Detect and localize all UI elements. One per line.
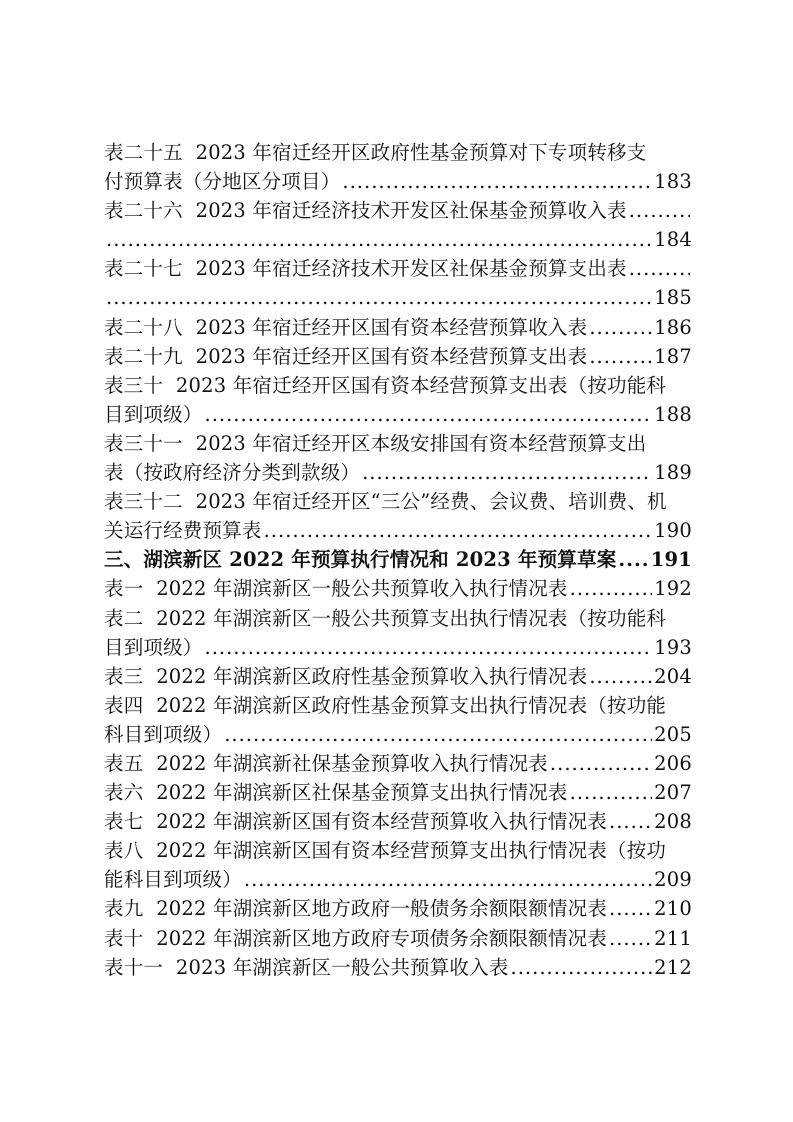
toc-page-number: 204 xyxy=(654,664,692,688)
toc-page-number: 205 xyxy=(654,722,692,746)
toc-entry[interactable] xyxy=(104,894,692,923)
toc-entry[interactable] xyxy=(104,196,692,254)
toc-page-number: 210 xyxy=(654,897,692,921)
toc-entry-title: 表二 2022 年湖滨新区一般公共预算支出执行情况表（按功能科 xyxy=(104,606,667,630)
toc-page-number: 188 xyxy=(654,402,692,426)
toc-entry[interactable] xyxy=(104,807,692,836)
toc-entry-title: 表十一 2023 年湖滨新区一般公共预算收入表 xyxy=(104,955,509,979)
toc-entry[interactable] xyxy=(104,574,692,603)
toc-entry-title: 表二十六 2023 年宿迁经济技术开发区社保基金预算收入表 xyxy=(104,199,627,223)
toc-entry-title: 表三十二 2023 年宿迁经开区“三公”经费、会议费、培训费、机 xyxy=(104,490,667,514)
toc-page-number: 193 xyxy=(654,635,692,659)
toc-page-number: 183 xyxy=(654,170,692,194)
toc-entry-title: 表六 2022 年湖滨新区社保基金预算支出执行情况表 xyxy=(104,781,568,805)
toc-page-number: 189 xyxy=(654,461,692,485)
leader-dots xyxy=(629,254,690,283)
toc-entry-title: 表（按政府经济分类到款级） xyxy=(104,461,361,485)
leader-dots xyxy=(511,953,653,982)
toc-entry-title: 目到项级） xyxy=(104,635,203,659)
toc-entry-title: 表四 2022 年湖滨新区政府性基金预算支出执行情况表（按功能 xyxy=(104,693,667,717)
toc-entry-title: 能科目到项级） xyxy=(104,868,242,892)
toc-entry-title: 表一 2022 年湖滨新区一般公共预算收入执行情况表 xyxy=(104,577,568,601)
toc-entry-title: 表二十五 2023 年宿迁经开区政府性基金预算对下专项转移支 xyxy=(104,141,647,164)
toc-page-number: 207 xyxy=(654,781,692,805)
toc-entry[interactable] xyxy=(104,429,692,487)
leader-dots xyxy=(629,196,690,225)
toc-entry[interactable] xyxy=(104,953,692,982)
toc-entry-title: 目到项级） xyxy=(104,402,203,426)
toc-page-number: 184 xyxy=(654,228,692,252)
toc-entry-title: 表三十一 2023 年宿迁经开区本级安排国有资本经营预算支出 xyxy=(104,431,647,455)
leader-dots xyxy=(609,924,652,953)
toc-entry-title: 表三十 2023 年宿迁经开区国有资本经营预算支出表（按功能科 xyxy=(104,373,667,397)
leader-dots xyxy=(362,458,652,487)
toc-entry-title: 表十 2022 年湖滨新区地方政府专项债务余额限额情况表 xyxy=(104,926,608,950)
toc-entry[interactable] xyxy=(104,545,692,574)
toc-entry[interactable] xyxy=(104,749,692,778)
toc-entry-title: 表二十七 2023 年宿迁经济技术开发区社保基金预算支出表 xyxy=(104,257,627,281)
toc-entry[interactable] xyxy=(104,924,692,953)
leader-dots xyxy=(224,720,652,749)
leader-dots xyxy=(205,400,653,429)
toc-page-number: 206 xyxy=(654,751,692,775)
toc-page-number: 212 xyxy=(654,955,692,979)
toc-entry-title: 表二十八 2023 年宿迁经开区国有资本经营预算收入表 xyxy=(104,315,588,339)
toc-page-number: 187 xyxy=(654,344,692,368)
toc-entry-title: 表八 2022 年湖滨新区国有资本经营预算支出执行情况表（按功 xyxy=(104,839,667,863)
toc-entry-title: 科目到项级） xyxy=(104,722,223,746)
toc-entry[interactable] xyxy=(104,691,692,749)
leader-dots xyxy=(570,778,653,807)
toc-page-number: 191 xyxy=(650,548,692,572)
table-of-contents xyxy=(104,138,692,982)
leader-dots xyxy=(609,894,652,923)
toc-entry-title: 表九 2022 年湖滨新区地方政府一般债务余额限额情况表 xyxy=(104,897,608,921)
toc-entry[interactable] xyxy=(104,662,692,691)
leader-dots xyxy=(618,545,648,574)
toc-entry[interactable] xyxy=(104,371,692,429)
leader-dots xyxy=(550,749,652,778)
leader-dots xyxy=(609,807,652,836)
toc-entry-title: 表五 2022 年湖滨新社保基金预算收入执行情况表 xyxy=(104,751,548,775)
leader-dots xyxy=(264,516,653,545)
toc-entry-title: 表三 2022 年湖滨新区政府性基金预算收入执行情况表 xyxy=(104,664,588,688)
leader-dots xyxy=(205,633,653,662)
toc-entry[interactable] xyxy=(104,836,692,894)
leader-dots xyxy=(106,225,652,254)
toc-page-number: 186 xyxy=(654,315,692,339)
toc-entry[interactable] xyxy=(104,138,692,196)
toc-entry[interactable] xyxy=(104,342,692,371)
toc-entry-title: 付预算表（分地区分项目） xyxy=(104,170,341,194)
toc-entry-title: 三、湖滨新区 2022 年预算执行情况和 2023 年预算草案 xyxy=(104,548,617,572)
toc-page-number: 211 xyxy=(654,926,692,950)
toc-entry[interactable] xyxy=(104,778,692,807)
leader-dots xyxy=(589,662,652,691)
toc-entry[interactable] xyxy=(104,254,692,312)
toc-page-number: 190 xyxy=(654,519,692,543)
toc-entry-title: 关运行经费预算表 xyxy=(104,519,262,543)
toc-page-number: 192 xyxy=(654,577,692,601)
toc-entry[interactable] xyxy=(104,313,692,342)
toc-page-number: 209 xyxy=(654,868,692,892)
leader-dots xyxy=(342,167,652,196)
toc-entry-title: 表二十九 2023 年宿迁经开区国有资本经营预算支出表 xyxy=(104,344,588,368)
toc-entry-title: 表七 2022 年湖滨新区国有资本经营预算收入执行情况表 xyxy=(104,810,608,834)
toc-page-number: 185 xyxy=(654,286,692,310)
leader-dots xyxy=(570,574,653,603)
leader-dots xyxy=(589,342,652,371)
toc-page-number: 208 xyxy=(654,810,692,834)
leader-dots xyxy=(244,865,652,894)
toc-entry[interactable] xyxy=(104,487,692,545)
toc-entry[interactable] xyxy=(104,604,692,662)
leader-dots xyxy=(589,313,652,342)
leader-dots xyxy=(106,283,652,312)
